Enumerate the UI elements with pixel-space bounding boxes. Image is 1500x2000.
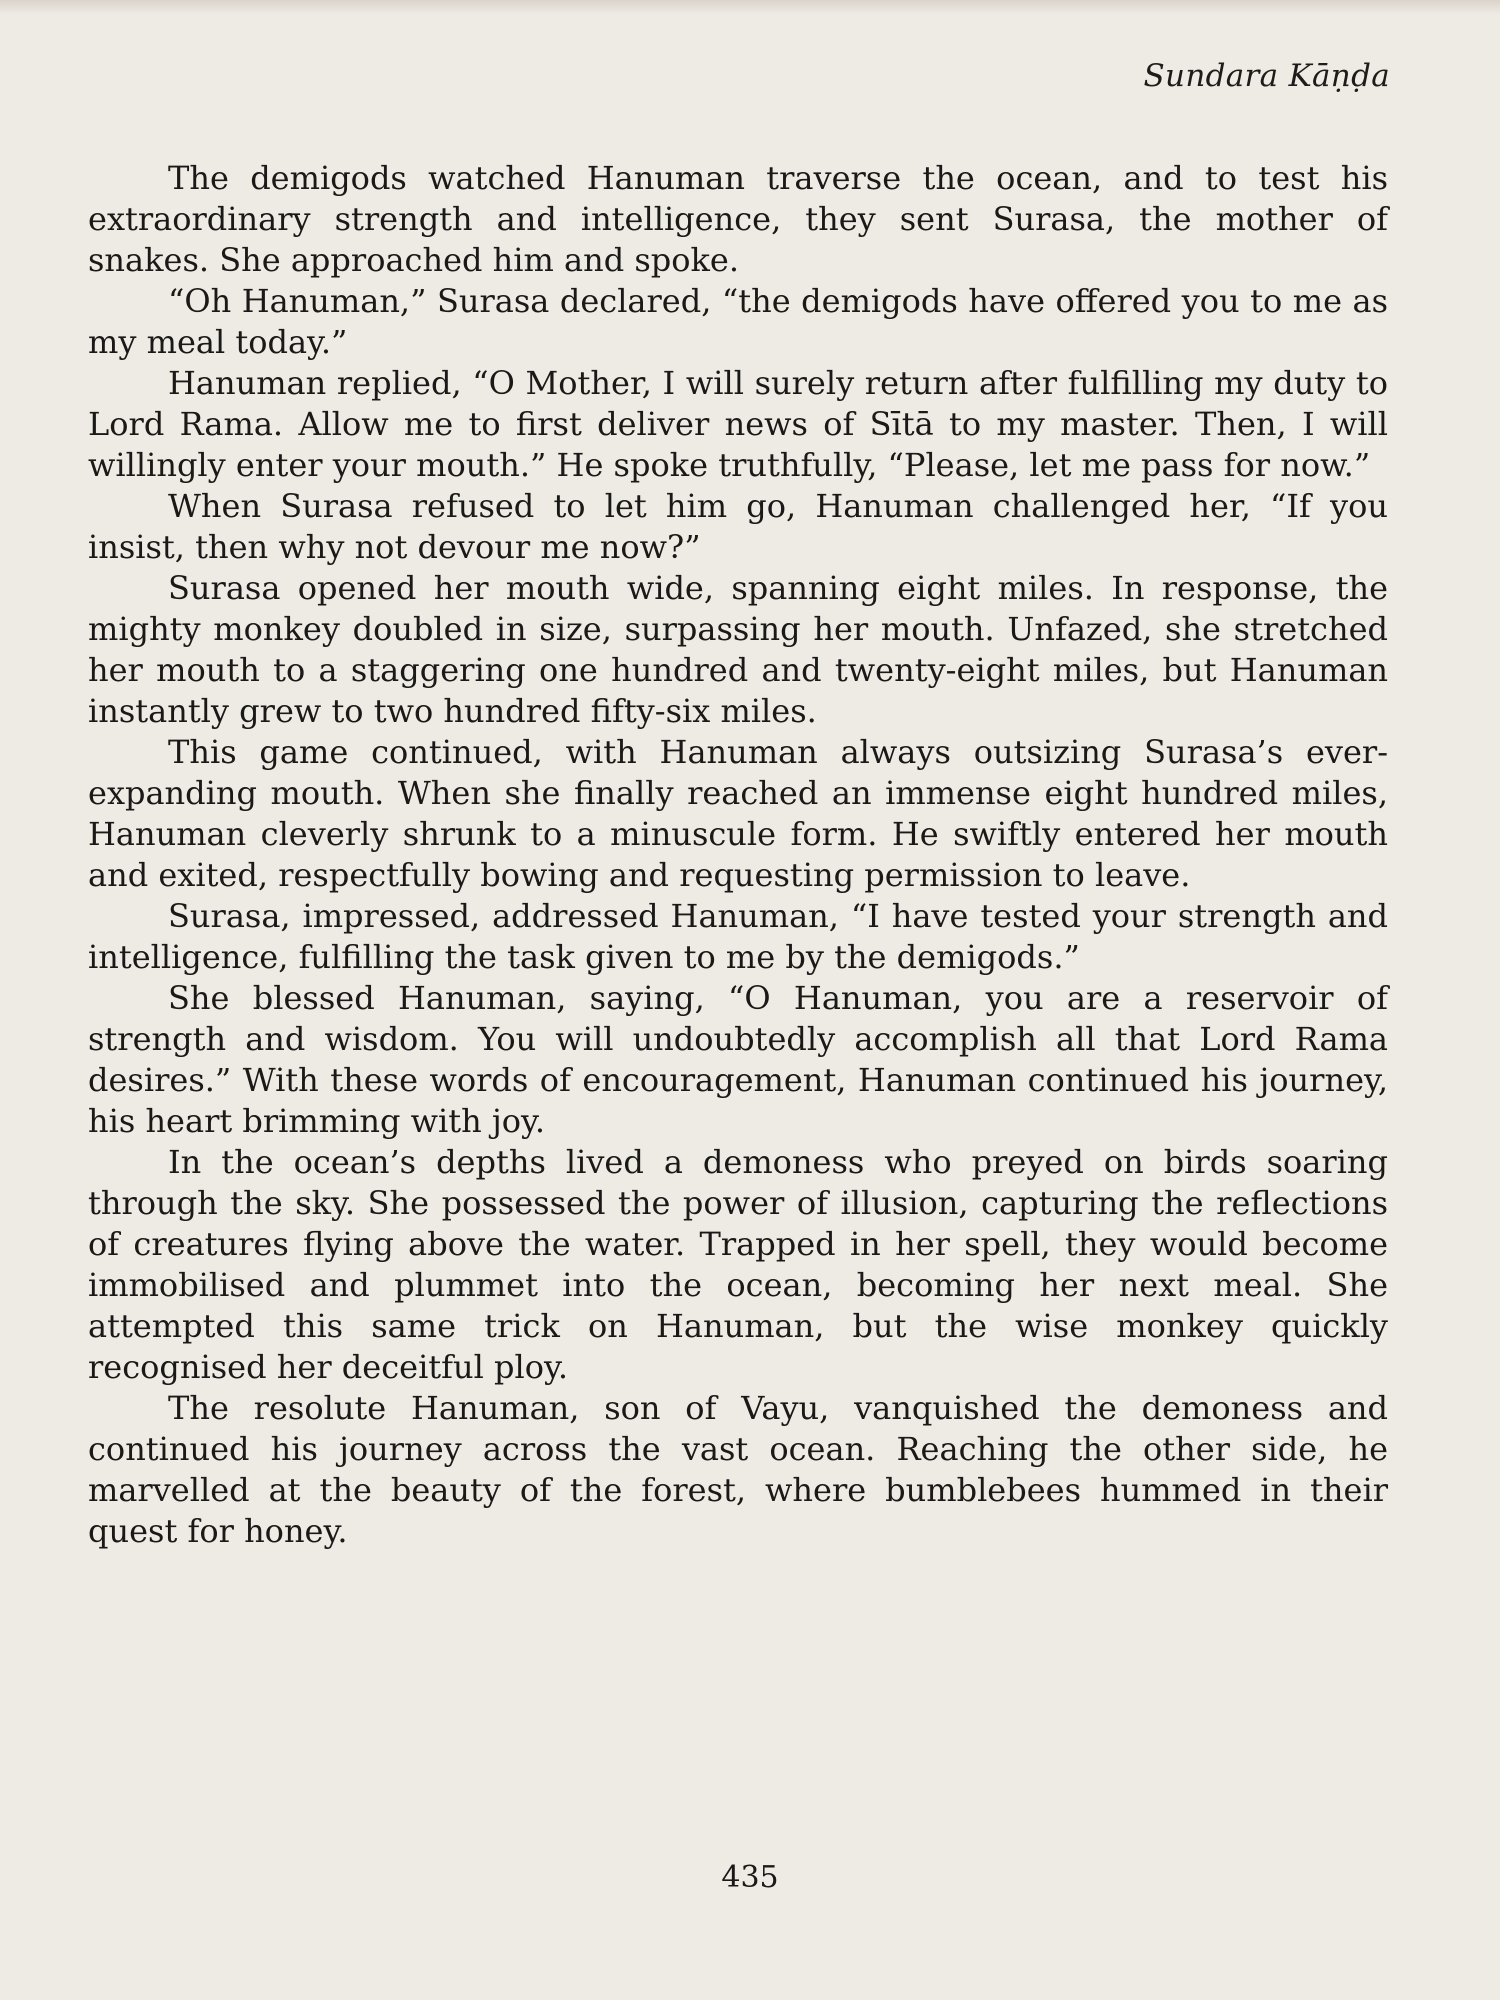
paragraph: In the ocean’s depths lived a demoness who preyed on birds soaring through the sky. She possessed the power of illusion, capturing the reflections of creatures flying above the water. Trapped in her spell, they would become immobilised and plummet into the ocean, becoming her next meal. She attempted this same trick on Hanuman, but the wise monkey quickly recognised her deceitful ploy.	[88, 1143, 1388, 1386]
paragraph: Surasa, impressed, addressed Hanuman, “I have tested your strength and intelligence, fulfilling the task given to me by the demigods.”	[88, 897, 1388, 976]
paragraph: She blessed Hanuman, saying, “O Hanuman, you are a reservoir of strength and wisdom. You will undoubtedly accomplish all that Lord Rama desires.” With these words of encouragement, Hanuman continued his journey, his heart brimming with joy.	[88, 979, 1388, 1140]
paragraph: This game continued, with Hanuman always outsizing Surasa’s ever-expanding mouth. When she finally reached an immense eight hundred miles, Hanuman cleverly shrunk to a minuscule form. He swiftly entered her mouth and exited, respectfully bowing and requesting permission to leave.	[88, 733, 1388, 894]
paragraph: The demigods watched Hanuman traverse the ocean, and to test his extraordinary strength and intelligence, they sent Surasa, the mother of snakes. She approached him and spoke.	[88, 159, 1388, 279]
running-head: Sundara Kāṇḍa	[1143, 58, 1390, 94]
scan-edge-shadow	[0, 0, 1500, 14]
paragraph: The resolute Hanuman, son of Vayu, vanquished the demoness and continued his journey across the vast ocean. Reaching the other side, he marvelled at the beauty of the forest, where bumblebees hummed in their quest for honey.	[88, 1389, 1388, 1550]
body-text	[88, 158, 1388, 1552]
paragraph: Hanuman replied, “O Mother, I will surely return after fulfilling my duty to Lord Rama. Allow me to first deliver news of Sītā to my master. Then, I will willingly enter your mouth.” He spoke truthfully, “Please, let me pass for now.”	[88, 364, 1388, 484]
paragraph: When Surasa refused to let him go, Hanuman challenged her, “If you insist, then why not devour me now?”	[88, 487, 1388, 566]
page-number: 435	[721, 1860, 779, 1895]
paragraph: “Oh Hanuman,” Surasa declared, “the demigods have offered you to me as my meal today.”	[88, 282, 1388, 361]
paragraph: Surasa opened her mouth wide, spanning eight miles. In response, the mighty monkey doubled in size, surpassing her mouth. Unfazed, she stretched her mouth to a staggering one hundred and twenty-eight miles, but Hanuman instantly grew to two hundred fifty-six miles.	[88, 569, 1388, 730]
